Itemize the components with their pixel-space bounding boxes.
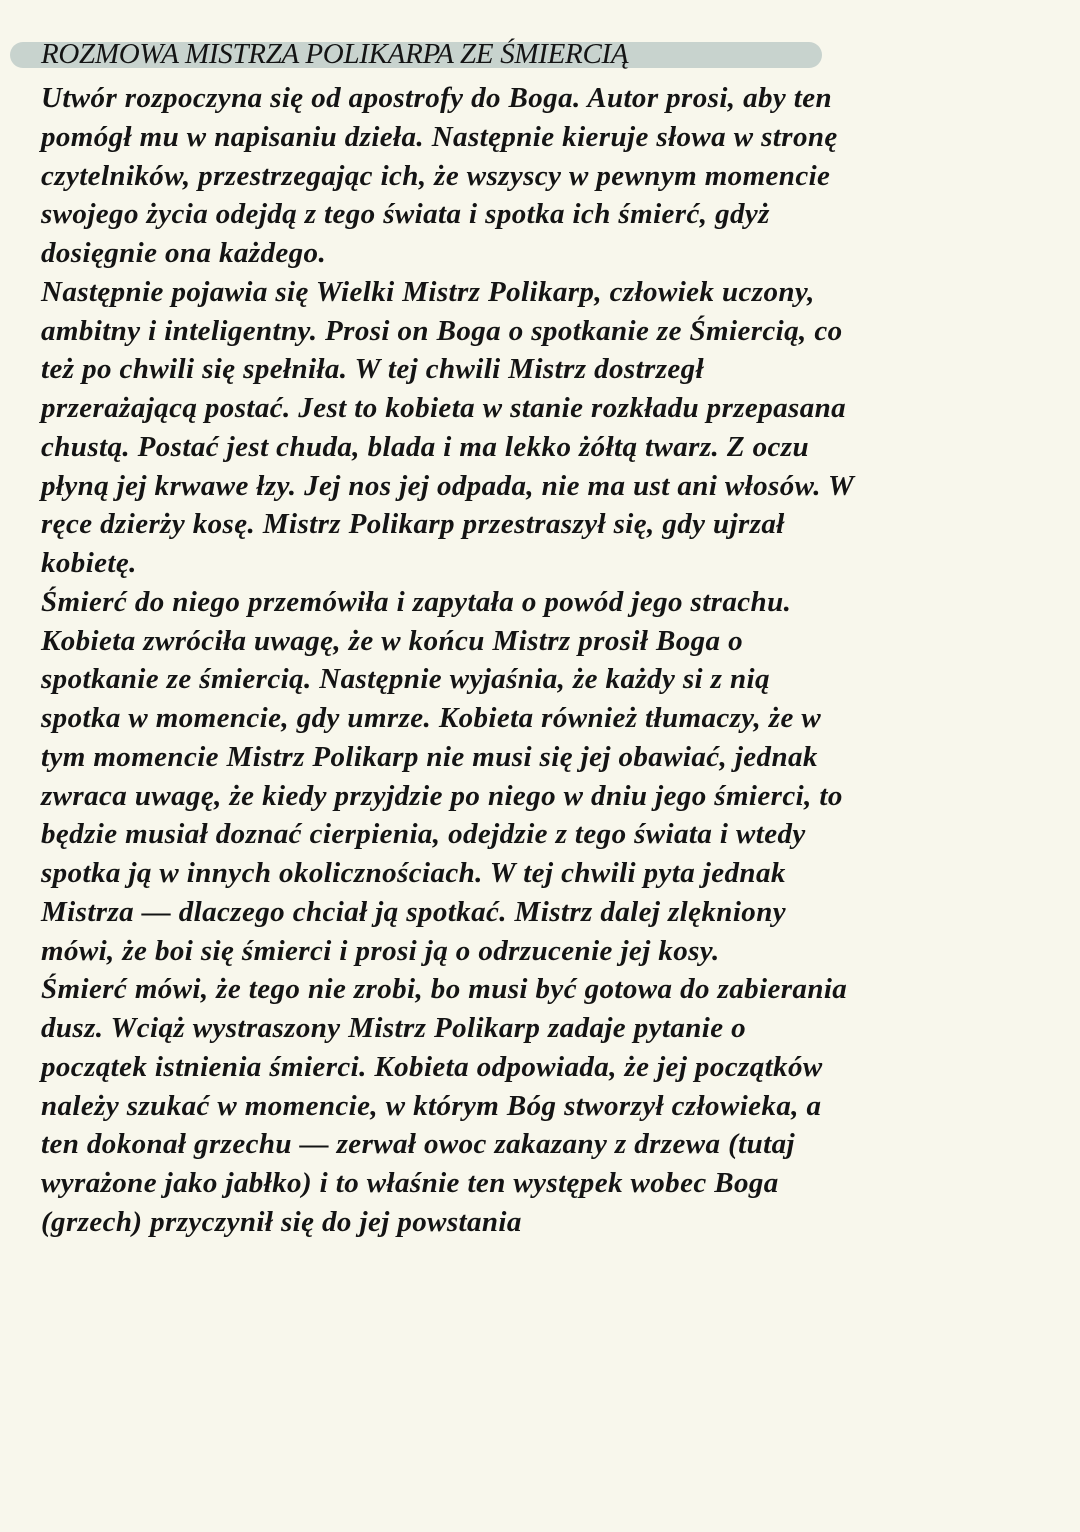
text-line: ambitny i inteligentny. Prosi on Boga o spotkanie ze Śmiercią, co: [41, 314, 843, 347]
text-line: ten dokonał grzechu — zerwał owoc zakazany z drzewa (tutaj: [41, 1128, 795, 1161]
text-line: dusz. Wciąż wystraszony Mistrz Polikarp zadaje pytanie o: [41, 1012, 747, 1044]
text-line: pomógł mu w napisaniu dzieła. Następnie kieruje słowa w stronę: [41, 120, 838, 153]
text-line: (grzech) przyczynił się do jej powstania: [41, 1205, 522, 1238]
text-line: będzie musiał doznać cierpienia, odejdzie z tego świata i wtedy: [41, 818, 806, 851]
text-line: przerażającą postać. Jest to kobieta w stanie rozkładu przepasana: [41, 392, 847, 424]
text-line: Kobieta zwróciła uwagę, że w końcu Mistrz prosił Boga o: [41, 624, 743, 657]
text-line: zwraca uwagę, że kiedy przyjdzie po niego w dniu jego śmierci, to: [41, 779, 843, 812]
text-line: ręce dzierży kosę. Mistrz Polikarp przestraszył się, gdy ujrzał: [41, 508, 785, 541]
text-line: mówi, że boi się śmierci i prosi ją o odrzucenie jej kosy.: [41, 934, 720, 967]
text-line: spotkanie ze śmiercią. Następnie wyjaśnia, że każdy si z nią: [41, 663, 770, 696]
text-line: chustą. Postać jest chuda, blada i ma lekko żółtą twarz. Z oczu: [41, 430, 809, 463]
text-line: spotka w momencie, gdy umrze. Kobieta również tłumaczy, że w: [41, 702, 822, 734]
text-line: początek istnienia śmierci. Kobieta odpowiada, że jej początków: [41, 1050, 823, 1083]
text-line: też po chwili się spełniła. W tej chwili Mistrz dostrzegł: [41, 353, 705, 386]
text-line: Śmierć mówi, że tego nie zrobi, bo musi być gotowa do zabierania: [41, 973, 848, 1006]
text-line: należy szukać w momencie, w którym Bóg stworzył człowieka, a: [41, 1089, 822, 1122]
page-title: ROZMOWA MISTRZA POLIKARPA ZE ŚMIERCIĄ: [41, 38, 629, 70]
text-line: Utwór rozpoczyna się od apostrofy do Boga. Autor prosi, aby ten: [41, 82, 833, 114]
text-line: płyną jej krwawe łzy. Jej nos jej odpada, nie ma ust ani włosów. W: [41, 469, 855, 502]
text-line: kobietę.: [41, 547, 137, 579]
text-line: tym momencie Mistrz Polikarp nie musi się jej obawiać, jednak: [41, 740, 818, 773]
text-line: spotka ją w innych okolicznościach. W tej chwili pyta jednak: [41, 857, 786, 889]
text-line: Śmierć do niego przemówiła i zapytała o powód jego strachu.: [41, 585, 792, 618]
text-line: czytelników, przestrzegając ich, że wszyscy w pewnym momencie: [41, 159, 831, 192]
text-line: Mistrza — dlaczego chciał ją spotkać. Mistrz dalej zlękniony: [41, 895, 786, 928]
text-line: dosięgnie ona każdego.: [41, 237, 327, 269]
text-line: wyrażone jako jabłko) i to właśnie ten występek wobec Boga: [41, 1167, 779, 1199]
text-line: swojego życia odejdą z tego świata i spotka ich śmierć, gdyż: [41, 198, 770, 231]
text-line: Następnie pojawia się Wielki Mistrz Polikarp, człowiek uczony,: [41, 275, 815, 308]
document-body: [41, 79, 854, 1242]
